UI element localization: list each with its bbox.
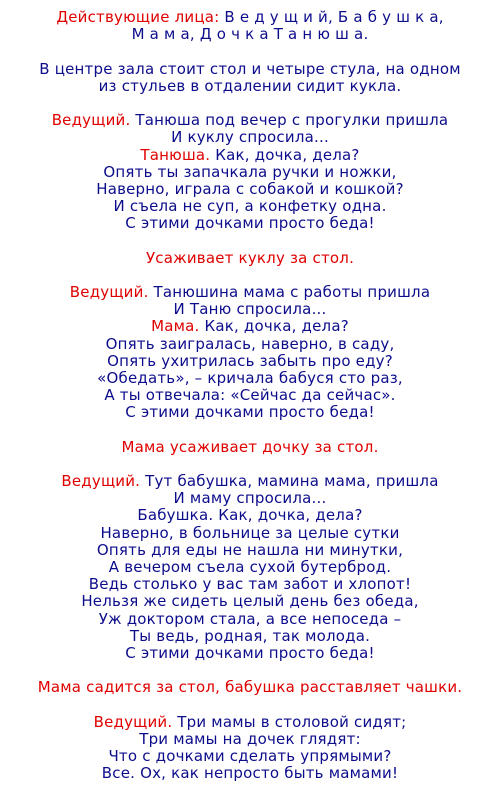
stage-direction: Усаживает куклу за стол. (145, 248, 355, 267)
spacer (0, 662, 500, 679)
verse-text: Как, дочка, дела? (210, 145, 360, 164)
verse-line: Опять для еды не нашла ни минутки, (96, 540, 404, 559)
spacer (0, 456, 500, 473)
spacer (0, 697, 500, 714)
verse-line: Ведь столько у вас там забот и хлопот! (88, 575, 412, 594)
verse-text: Танюша под вечер с прогулки пришла (130, 111, 449, 130)
verse-line: Опять заигралась, наверно, в саду, (105, 334, 395, 353)
verse-text: Танюшина мама с работы пришла (148, 283, 431, 301)
scene4-line-1 (0, 714, 500, 731)
verse-line: Нельзя же сидеть целый день без обеда, (81, 592, 419, 611)
verse-line: Что с дочками сделать упрямыми? (108, 747, 392, 766)
stage-direction: Мама садится за стол, бабушка расставляет чашки. (37, 678, 463, 697)
verse-line: Ты ведь, родная, так молода. (129, 626, 371, 645)
verse-line: А ты отвечала: «Сейчас да сейчас». (104, 386, 396, 405)
scene3-line-1 (0, 473, 500, 490)
scene2-line-3 (0, 318, 500, 335)
verse-line: Все. Ох, как непросто быть мамами! (101, 764, 399, 783)
spacer (0, 43, 500, 60)
verse-line: Уж доктором стала, а все непоседа – (98, 609, 402, 628)
speaker-label: Ведущий. (93, 712, 173, 731)
verse-line: Опять ухитрилась забыть про еду? (107, 351, 393, 370)
spacer (0, 95, 500, 112)
spacer (0, 267, 500, 284)
speaker-label: Мама. (151, 317, 200, 336)
verse-line: И маму спросила... (173, 489, 327, 508)
cast-names-2: М а м а, Д о ч к а Т а н ю ш а. (131, 25, 369, 44)
setting-line-2: из стульев в отдалении сидит кукла. (98, 76, 402, 95)
stage-direction: Мама усаживает дочку за стол. (121, 437, 379, 456)
verse-line: Наверно, в больнице за целые сутки (100, 523, 400, 542)
verse-line: С этими дочками просто беда! (125, 403, 375, 422)
cast-label: Действующие лица: (56, 8, 220, 26)
verse-line: И Таню спросила... (173, 300, 327, 319)
scene1-line-1 (0, 112, 500, 129)
speaker-label: Ведущий. (51, 111, 131, 130)
verse-line: С этими дочками просто беда! (125, 643, 375, 662)
setting-line-1: В центре зала стоит стол и четыре стула, на одном (39, 59, 461, 78)
cast-line-1 (0, 9, 500, 26)
verse-line: И куклу спросила... (171, 128, 329, 147)
spacer (0, 422, 500, 439)
verse-text: Как, дочка, дела? (199, 317, 349, 336)
speaker-label: Ведущий. (69, 283, 149, 301)
spacer (0, 232, 500, 249)
scene2-line-1 (0, 284, 500, 301)
verse-line: Бабушка. Как, дочка, дела? (137, 506, 363, 525)
verse-text: Тут бабушка, мамина мама, пришла (140, 472, 439, 491)
verse-line: Опять ты запачкала ручки и ножки, (103, 162, 397, 181)
verse-line: А вечером съела сухой бутерброд. (108, 558, 392, 576)
verse-line: Три мамы на дочек глядят: (139, 729, 361, 748)
cast-names-1: В е д у щ и й, Б а б у ш к а, (224, 8, 444, 26)
verse-line: С этими дочками просто беда! (125, 214, 375, 233)
verse-text: Три мамы в столовой сидят; (172, 712, 407, 731)
verse-line: И съела не суп, а конфетку одна. (113, 197, 387, 216)
speaker-label: Танюша. (140, 145, 211, 164)
scene1-line-3 (0, 147, 500, 164)
verse-line: «Обедать», – кричала бабуся сто раз, (97, 368, 403, 387)
verse-line: Наверно, играла с собакой и кошкой? (96, 179, 404, 198)
speaker-label: Ведущий. (61, 472, 141, 491)
